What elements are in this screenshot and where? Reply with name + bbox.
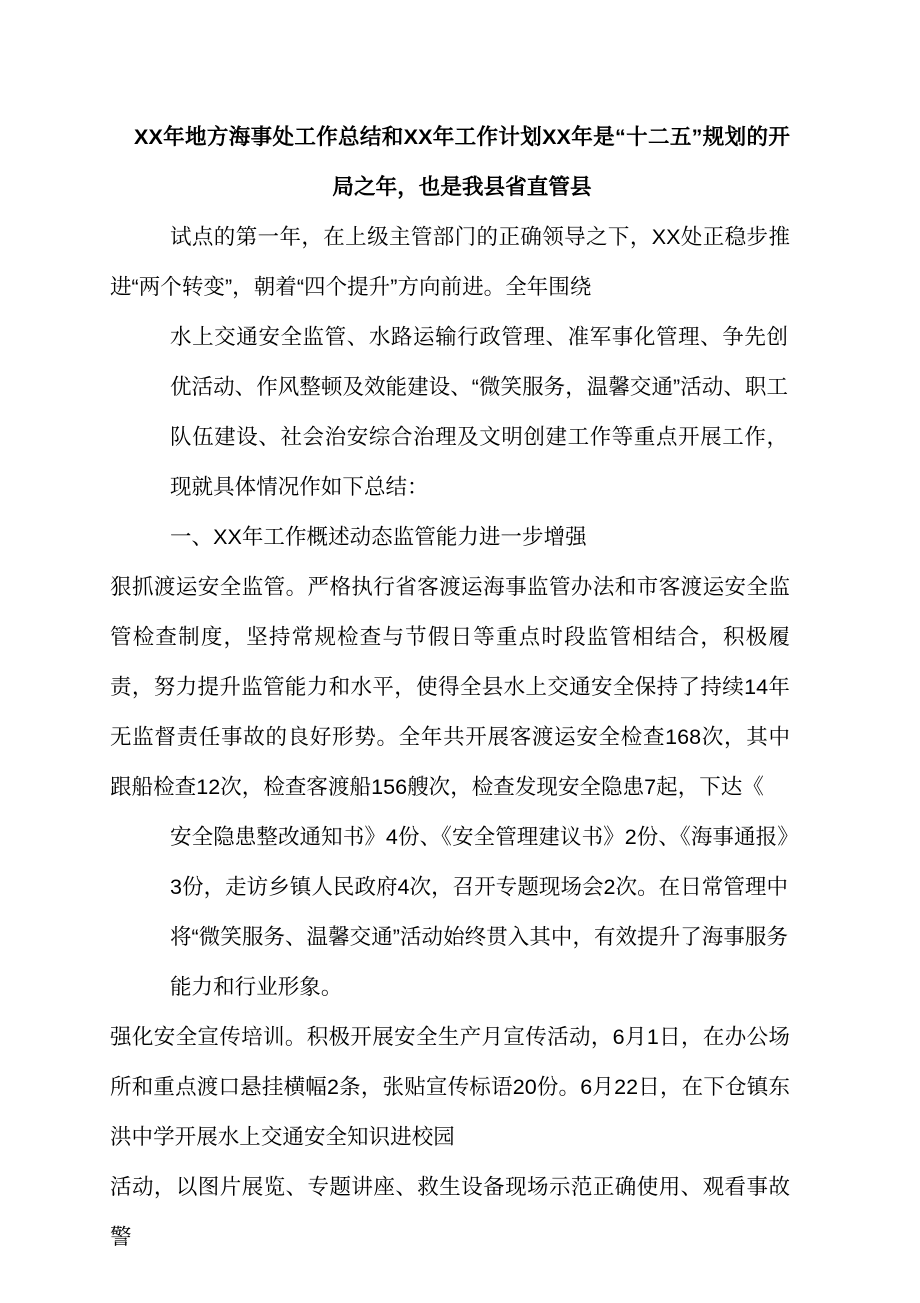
section-heading-one: 一、XX年工作概述动态监管能力进一步增强 [170,525,587,549]
safety-training-paragraph: 强化安全宣传培训。积极开展安全生产月宣传活动，6月1日，在办公场所和重点渡口悬挂横幅2条，张贴宣传标语20份。6月22日，在下仓镇东洪中学开展水上交通安全知识进校园 [110,1025,790,1149]
scope-paragraph: 水上交通安全监管、水路运输行政管理、准军事化管理、争先创优活动、作风整顿及效能建设、“微笑服务，温馨交通”活动、职工队伍建设、社会治安综合治理及文明创建工作等重点开展工作，现就具体情况作如下总结： [170,325,788,499]
ferry-supervision-paragraph: 狠抓渡运安全监管。严格执行省客渡运海事监管办法和市客渡运安全监管检查制度，坚持常规检查与节假日等重点时段监管相结合，积极履责，努力提升监管能力和水平，使得全县水上交通安全保持了持续14年无监督责任事故的良好形势。全年共开展客渡运安全检查168次，其中跟船检查12次，检查客渡船156艘次，检查发现安全隐患7起，下达《 [110,575,790,799]
documents-issued-paragraph: 安全隐患整改通知书》4份、《安全管理建议书》2份、《海事通报》3份，走访乡镇人民政府4次，召开专题现场会2次。在日常管理中将“微笑服务、温馨交通”活动始终贯入其中，有效提升了海事服务能力和行业形象。 [170,825,788,999]
intro-paragraph: 试点的第一年，在上级主管部门的正确领导之下，XX处正稳步推进“两个转变”，朝着“四个提升”方向前进。全年围绕 [110,225,790,299]
document-title: XX年地方海事处工作总结和XX年工作计划XX年是“十二五”规划的开局之年，也是我县省直管县 [134,125,790,199]
document-text-column [110,112,790,1262]
campus-activity-paragraph: 活动，以图片展览、专题讲座、救生设备现场示范正确使用、观看事故警 [110,1175,790,1249]
